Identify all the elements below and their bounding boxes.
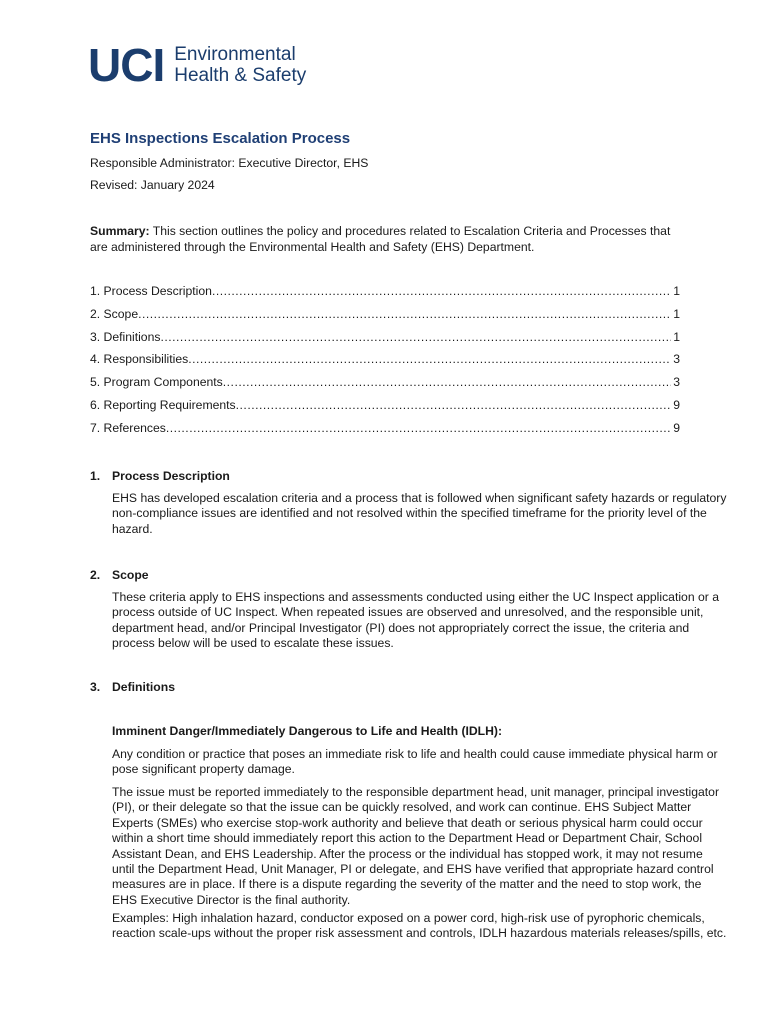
toc-leader [236, 398, 672, 412]
toc-leader [160, 330, 671, 344]
toc-item-reporting-requirements[interactable] [90, 398, 680, 421]
section-2-heading [90, 568, 149, 582]
section-1-heading [90, 469, 230, 483]
section-title: Process Description [112, 469, 230, 483]
idlh-examples: Examples: High inhalation hazard, conductor exposed on a power cord, high-risk use of pyrophoric chemicals, reaction scale-ups without the proper risk assessment and controls, IDLH hazardous materials releases/spills, etc. [112, 911, 727, 941]
logo-line-2: Health & Safety [174, 65, 307, 86]
logo-uci-wordmark: UCI [88, 39, 165, 91]
toc-leader [166, 421, 671, 435]
toc-item-process-description[interactable] [90, 284, 680, 307]
toc-label: 6. Reporting Requirements [90, 397, 236, 412]
toc-page: 1 [673, 329, 680, 344]
section-3-heading [90, 680, 175, 694]
summary-paragraph [90, 223, 690, 255]
toc-page: 3 [673, 352, 680, 367]
toc-label: 2. Scope [90, 306, 139, 321]
toc-page: 9 [673, 397, 680, 412]
toc-label: 1. Process Description [90, 284, 212, 298]
toc-item-definitions[interactable] [90, 330, 680, 353]
toc-leader [188, 352, 671, 366]
toc-page: 1 [673, 284, 680, 298]
document-title: EHS Inspections Escalation Process [90, 130, 351, 147]
toc-item-responsibilities[interactable] [90, 352, 680, 375]
responsible-administrator: Responsible Administrator: Executive Director, EHS [90, 156, 369, 170]
toc-label: 3. Definitions [90, 329, 161, 344]
logo-line-1: Environmental [174, 44, 296, 65]
toc-label: 5. Program Components [90, 375, 223, 390]
section-1-body: EHS has developed escalation criteria and a process that is followed when significant safety hazards or regulatory non-compliance issues are identified and not resolved within the specified timeframe for the priority level of the hazard. [112, 491, 727, 536]
toc-leader [212, 284, 671, 298]
toc-label: 4. Responsibilities [90, 352, 189, 367]
toc-page: 1 [673, 306, 680, 321]
revised-date: Revised: January 2024 [90, 178, 215, 192]
summary-text: This section outlines the policy and procedures related to Escalation Criteria and Processes that are administered through the Environmental Health and Safety (EHS) Department. [90, 224, 671, 254]
toc-item-scope[interactable] [90, 307, 680, 330]
summary-label: Summary: [90, 224, 150, 238]
toc-item-references[interactable] [90, 421, 680, 444]
section-title: Definitions [112, 680, 175, 694]
section-title: Scope [112, 568, 149, 582]
idlh-reporting-paragraph: The issue must be reported immediately to the responsible department head, unit manager, principal investigator (PI), or their delegate so that the issue can be quickly resolved, and work can continue. EHS Subject Matter Experts (SMEs) who exercise stop-work authority and believe that death or serious physical harm could occur within a short time should immediately report this action to the Department Head or Department Chair, School Assistant Dean, and EHS Leadership. After the process or the individual has stopped work, it may not resume until the Department Head, Unit Manager, PI or delegate, and EHS have verified that appropriate hazard control measures are in place. If there is a dispute regarding the severity of the matter and the need to stop work, the EHS Executive Director is the final authority. [112, 785, 719, 907]
idlh-definition: Any condition or practice that poses an immediate risk to life and health could cause immediate physical harm or pose significant property damage. [112, 747, 718, 777]
table-of-contents [90, 284, 680, 444]
uci-ehs-logo [88, 40, 306, 90]
section-2-body: These criteria apply to EHS inspections and assessments conducted using either the UC Inspect application or a process outside of UC Inspect. When repeated issues are observed and unresolved, and the responsible unit, department head, and/or Principal Investigator (PI) does not appropriately correct the issue, the criteria and process below will be used to escalate these issues. [112, 590, 719, 651]
toc-page: 3 [673, 375, 680, 390]
toc-label: 7. References [90, 420, 166, 435]
section-number: 2. [90, 568, 101, 582]
toc-page: 9 [673, 420, 680, 435]
toc-item-program-components[interactable] [90, 375, 680, 398]
toc-leader [223, 375, 671, 389]
section-number: 1. [90, 469, 101, 483]
idlh-subheading: Imminent Danger/Immediately Dangerous to Life and Health (IDLH): [112, 724, 503, 738]
toc-leader [138, 307, 671, 321]
logo-subtitle [174, 44, 306, 86]
section-number: 3. [90, 680, 101, 694]
